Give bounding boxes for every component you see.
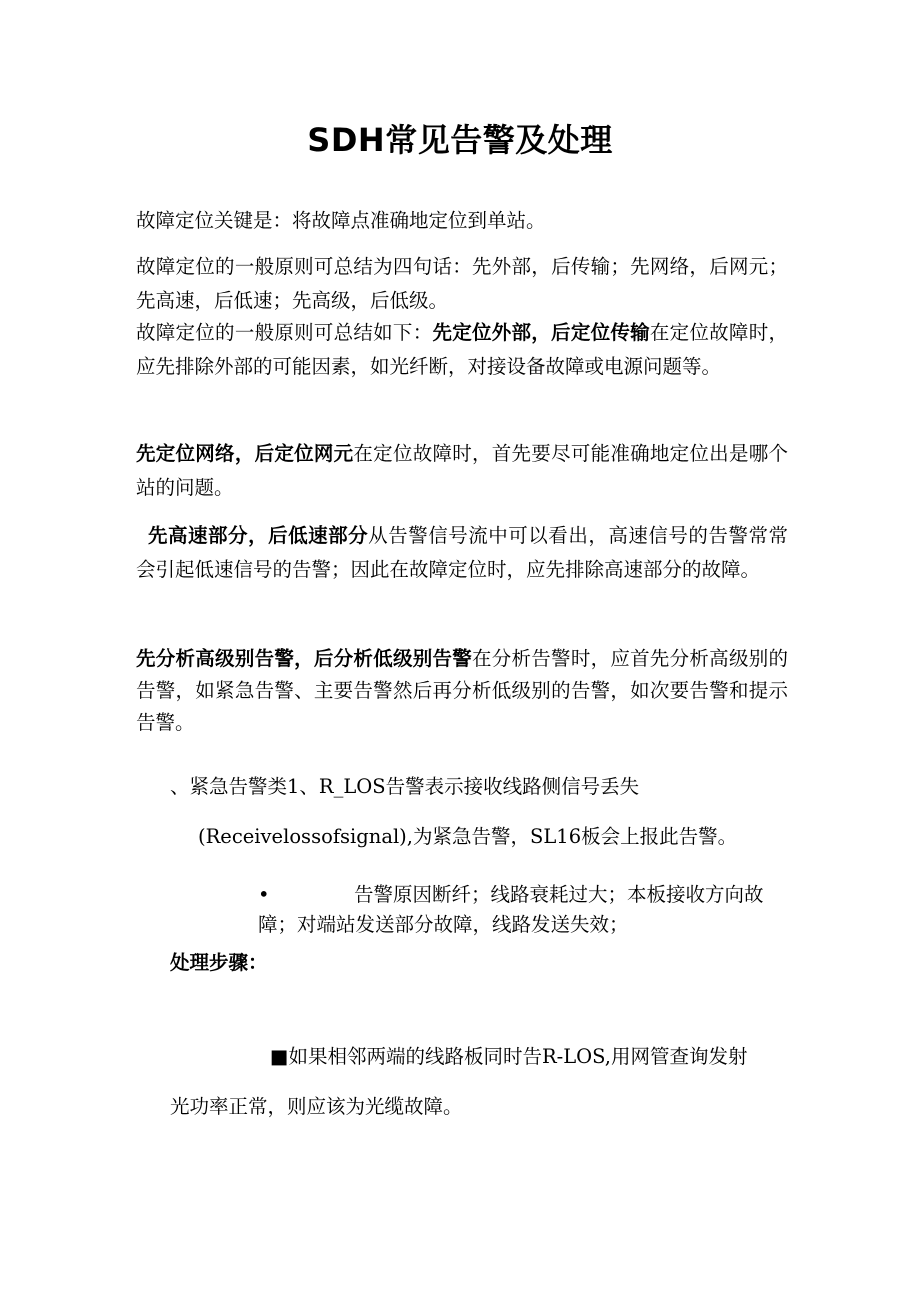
section-heading-critical-alarms: 、紧急告警类1、R_LOS告警表示接收线路侧信号丢失 — [170, 775, 640, 798]
paragraph-highlevel-first — [136, 643, 788, 739]
text-lead: 故障定位的一般原则可总结如下： — [136, 321, 433, 344]
page-title: SDH常见告警及处理 — [307, 121, 613, 159]
paragraph-network-first — [136, 437, 788, 505]
section-continuation: (Receivelossofsignal),为紧急告警，SL16板会上报此告警。 — [198, 825, 738, 848]
bold-heading-highlevel: 先分析高级别告警，后分析低级别告警 — [136, 647, 472, 670]
bullet-text: 告警原因断纤；线路衰耗过大；本板接收方向故障；对端站发送部分故障，线路发送失效； — [258, 883, 764, 936]
text-rest: 在分析告警时，应首先分析高级别的告警，如紧急告警、主要告警然后再分析低级别的告警，如次要告警和提示告警。 — [136, 647, 788, 734]
paragraph-external-first — [136, 316, 788, 384]
bold-heading-highspeed: 先高速部分，后低速部分 — [148, 524, 369, 547]
steps-label: 处理步骤： — [170, 951, 268, 974]
bullet-alarm-causes — [258, 880, 788, 940]
paragraph-principles-summary: 故障定位的一般原则可总结为四句话：先外部，后传输；先网络，后网元；先高速，后低速；先高级，后低级。 — [136, 255, 788, 312]
text-rest: 在定位故障时，首先要尽可能准确地定位出是哪个站的问题。 — [136, 442, 788, 499]
square-bullet-icon: ■ — [270, 1045, 289, 1068]
text-rest: 从告警信号流中可以看出，高速信号的告警常常会引起低速信号的告警；因此在故障定位时，应先排除高速部分的故障。 — [136, 524, 788, 581]
bold-heading-external: 先定位外部，后定位传输 — [432, 321, 650, 344]
paragraph-key-point: 故障定位关键是：将故障点准确地定位到单站。 — [136, 209, 546, 232]
step-item-line1 — [270, 1040, 748, 1074]
text-rest: 在定位故障时，应先排除外部的可能因素，如光纤断，对接设备故障或电源问题等。 — [136, 321, 788, 378]
bullet-dot-icon: • — [258, 883, 270, 906]
bold-heading-network: 先定位网络，后定位网元 — [136, 442, 354, 465]
step-text-line1: 如果相邻两端的线路板同时告R-LOS,用网管查询发射 — [288, 1045, 748, 1068]
paragraph-highspeed-first — [136, 519, 788, 587]
step-item-line2: 光功率正常，则应该为光缆故障。 — [170, 1095, 463, 1118]
